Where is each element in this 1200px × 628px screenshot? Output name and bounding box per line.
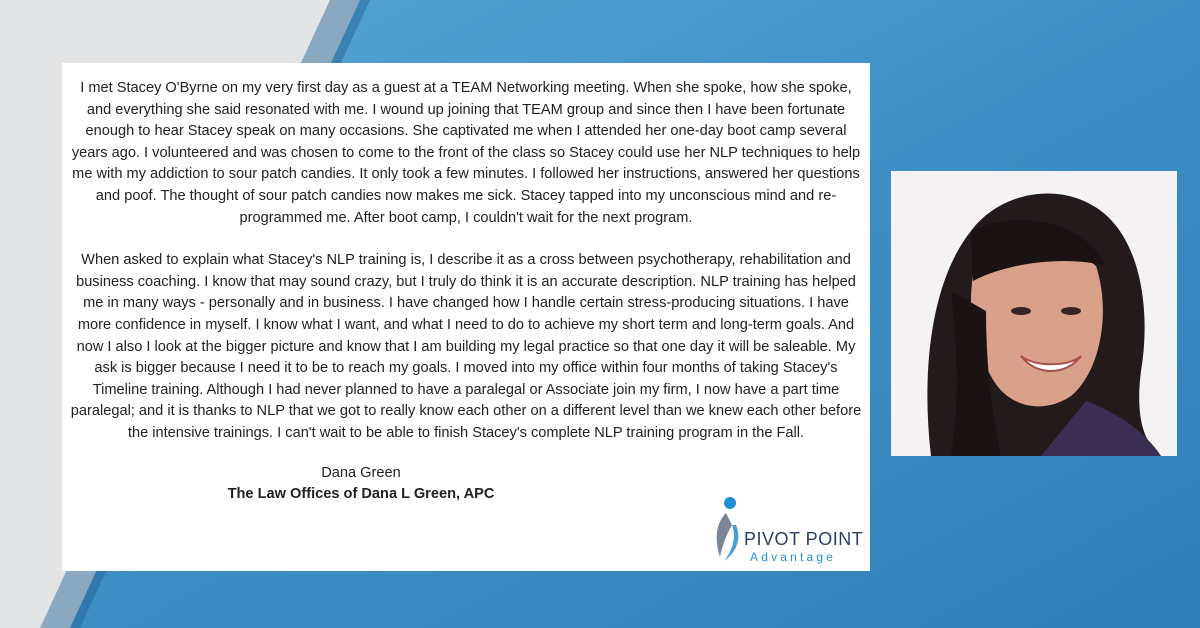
logo-tagline-text: Advantage: [750, 550, 837, 564]
testimonial-card: [62, 63, 870, 571]
testimonial-paragraph-2: When asked to explain what Stacey's NLP training is, I describe it as a cross between psychotherapy, rehabilitation and business coaching. I know that may sound crazy, but I truly do think it is an accurate description. NLP training has helped me in many ways - personally and in business. I have changed how I handle certain stress-producing situations. I have more confidence in myself. I know what I want, and what I need to do to achieve my short term and long-term goals. And now I also I look at the bigger picture and know that I am building my legal practice so that one day it will be saleable. My ask is bigger because I need it to be to reach my goals. I moved into my office within four months of taking Stacey's Timeline training. Although I had never planned to have a paralegal or Associate join my firm, I now have a part time paralegal; and it is thanks to NLP that we got to really know each other on a different level than we knew each other before the intensive trainings. I can't wait to be able to finish Stacey's complete NLP training program in the Fall.: [70, 252, 862, 441]
author-portrait: [891, 171, 1177, 456]
portrait-photo-icon: [891, 171, 1177, 456]
testimonial-paragraph-1: I met Stacey O'Byrne on my very first day as a guest at a TEAM Networking meeting. When she spoke, how she spoke, and everything she said resonated with me. I wound up joining that TEAM group and since then I have been fortunate enough to hear Stacey speak on many occasions. She captivated me when I attended her one-day boot camp several years ago. I volunteered and was chosen to come to the front of the class so Stacey could use her NLP techniques to help me with my addiction to sour patch candies. It only took a few minutes. I followed her instructions, answered her questions and poof. The thought of sour patch candies now makes me sick. Stacey tapped into my unconscious mind and re-programmed me. After boot camp, I couldn't wait for the next program.: [71, 80, 861, 226]
author-company: The Law Offices of Dana L Green, APC: [227, 486, 495, 503]
logo-brand-text: PIVOT POINT: [744, 529, 864, 549]
pivot-point-logo: [702, 495, 872, 567]
author-name: Dana Green: [321, 464, 401, 481]
pivot-point-logo-mark-icon: [706, 495, 746, 567]
